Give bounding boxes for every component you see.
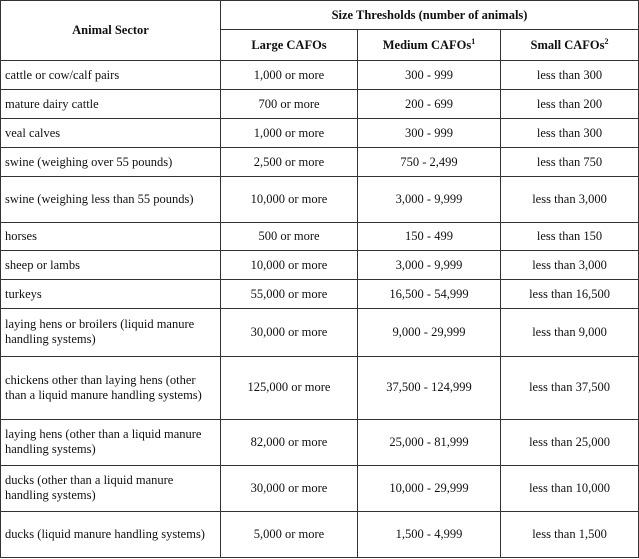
cell-medium-threshold: 9,000 - 29,999 [358,309,501,356]
cell-animal-sector: cattle or cow/calf pairs [1,61,221,90]
header-row-top [1,1,639,30]
cell-animal-sector: sheep or lambs [1,251,221,280]
cell-large-threshold: 125,000 or more [221,356,358,419]
cell-small-threshold: less than 37,500 [501,356,639,419]
table-row [1,148,639,177]
cell-large-threshold: 30,000 or more [221,465,358,511]
table-row [1,251,639,280]
header-small-cafos [501,30,639,61]
cell-small-threshold: less than 150 [501,223,639,251]
cell-small-threshold: less than 3,000 [501,251,639,280]
cell-medium-threshold: 300 - 999 [358,61,501,90]
cell-medium-threshold: 3,000 - 9,999 [358,251,501,280]
cell-medium-threshold: 750 - 2,499 [358,148,501,177]
cell-large-threshold: 30,000 or more [221,309,358,356]
cell-small-threshold: less than 3,000 [501,177,639,223]
cell-large-threshold: 82,000 or more [221,419,358,465]
cell-large-threshold: 5,000 or more [221,511,358,557]
cell-animal-sector: laying hens or broilers (liquid manure handling systems) [1,309,221,356]
table-row [1,61,639,90]
cell-large-threshold: 2,500 or more [221,148,358,177]
cell-medium-threshold: 37,500 - 124,999 [358,356,501,419]
cell-animal-sector: mature dairy cattle [1,90,221,119]
cell-medium-threshold: 25,000 - 81,999 [358,419,501,465]
table-row [1,309,639,356]
cell-large-threshold: 1,000 or more [221,119,358,148]
cell-large-threshold: 10,000 or more [221,177,358,223]
cell-medium-threshold: 16,500 - 54,999 [358,280,501,309]
footnote-1-marker: 1 [471,36,476,46]
cell-medium-threshold: 10,000 - 29,999 [358,465,501,511]
table-row [1,280,639,309]
header-large-cafos [221,30,358,61]
header-size-thresholds: Size Thresholds (number of animals) [221,1,639,30]
table-row [1,419,639,465]
cell-small-threshold: less than 300 [501,119,639,148]
cell-animal-sector: swine (weighing over 55 pounds) [1,148,221,177]
cell-large-threshold: 700 or more [221,90,358,119]
footnote-2-marker: 2 [604,36,609,46]
table-row [1,223,639,251]
cell-small-threshold: less than 200 [501,90,639,119]
cell-medium-threshold: 1,500 - 4,999 [358,511,501,557]
cell-animal-sector: swine (weighing less than 55 pounds) [1,177,221,223]
cell-medium-threshold: 150 - 499 [358,223,501,251]
cell-animal-sector: horses [1,223,221,251]
cell-small-threshold: less than 9,000 [501,309,639,356]
cell-large-threshold: 1,000 or more [221,61,358,90]
cell-small-threshold: less than 25,000 [501,419,639,465]
cell-medium-threshold: 300 - 999 [358,119,501,148]
cell-small-threshold: less than 16,500 [501,280,639,309]
table-row [1,356,639,419]
header-medium-label: Medium CAFOs [382,37,472,52]
header-animal-sector: Animal Sector [1,1,221,61]
cell-medium-threshold: 3,000 - 9,999 [358,177,501,223]
cell-large-threshold: 55,000 or more [221,280,358,309]
header-medium-cafos [358,30,501,61]
cell-large-threshold: 500 or more [221,223,358,251]
cell-animal-sector: laying hens (other than a liquid manure handling systems) [1,419,221,465]
cell-small-threshold: less than 10,000 [501,465,639,511]
cell-small-threshold: less than 750 [501,148,639,177]
cell-medium-threshold: 200 - 699 [358,90,501,119]
header-small-label: Small CAFOs [530,37,605,52]
table-row [1,177,639,223]
cell-animal-sector: veal calves [1,119,221,148]
cell-animal-sector: ducks (liquid manure handling systems) [1,511,221,557]
table-row [1,511,639,557]
table-row [1,465,639,511]
table-row [1,90,639,119]
header-large-label: Large CAFOs [251,37,327,52]
cell-large-threshold: 10,000 or more [221,251,358,280]
cell-animal-sector: chickens other than laying hens (other than a liquid manure handling systems) [1,356,221,419]
cell-animal-sector: ducks (other than a liquid manure handling systems) [1,465,221,511]
cell-animal-sector: turkeys [1,280,221,309]
cell-small-threshold: less than 300 [501,61,639,90]
cell-small-threshold: less than 1,500 [501,511,639,557]
table-row [1,119,639,148]
